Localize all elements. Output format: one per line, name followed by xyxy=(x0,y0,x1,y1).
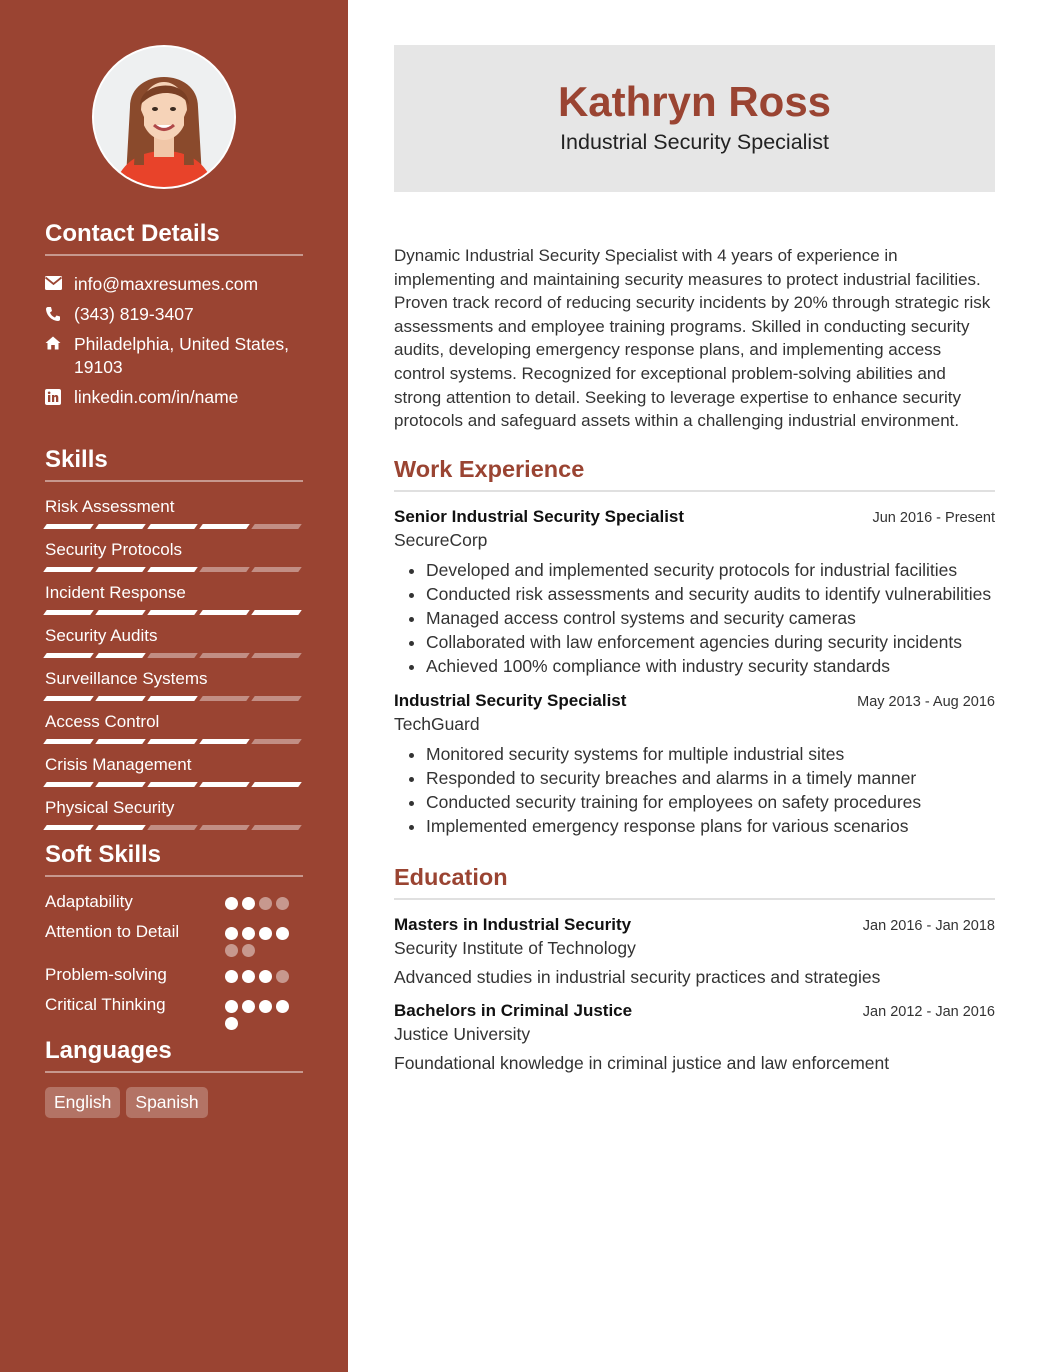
job-bullet: • Achieved 100% compliance with industry security standards xyxy=(426,654,995,678)
languages-heading: Languages xyxy=(45,1037,303,1073)
job-bullet: • Implemented emergency response plans for various scenarios xyxy=(426,814,995,838)
soft-skill-name: Adaptability xyxy=(45,892,133,911)
skill-item xyxy=(45,754,303,797)
skill-level-segment xyxy=(95,739,146,744)
rating-dot xyxy=(242,970,255,983)
rating-dot xyxy=(225,970,238,983)
skill-level-segment xyxy=(147,653,198,658)
skill-level-bars xyxy=(45,610,303,615)
rating-dot xyxy=(242,1000,255,1013)
skill-level-bars xyxy=(45,696,303,701)
contact-heading: Contact Details xyxy=(45,220,303,256)
skill-level-segment xyxy=(199,739,250,744)
education-degree: Bachelors in Criminal Justice xyxy=(394,1001,633,1020)
address-text: Philadelphia, United States, 19103 xyxy=(74,334,289,377)
skills-section xyxy=(45,446,303,840)
skill-name: Security Protocols xyxy=(45,540,182,559)
rating-dot xyxy=(242,927,255,940)
languages-section xyxy=(45,1037,303,1118)
job-bullet: • Collaborated with law enforcement agencies during security incidents xyxy=(426,630,995,654)
job-header xyxy=(394,691,995,711)
rating-dot xyxy=(225,897,238,910)
job-header xyxy=(394,507,995,527)
rating-dot xyxy=(242,897,255,910)
job-bullet: • Conducted security training for employees on safety procedures xyxy=(426,790,995,814)
soft-skill-rating-dots xyxy=(225,962,303,987)
skill-level-segment xyxy=(147,696,198,701)
work-heading: Work Experience xyxy=(394,456,995,492)
skill-item xyxy=(45,539,303,582)
skill-level-bars xyxy=(45,567,303,572)
rating-dot xyxy=(259,897,272,910)
skill-level-segment xyxy=(199,696,250,701)
rating-dot xyxy=(276,897,289,910)
soft-skill-item xyxy=(45,992,303,1030)
skill-level-segment xyxy=(147,567,198,572)
job-company: SecureCorp xyxy=(394,530,488,550)
skill-level-segment xyxy=(43,825,94,830)
job-bullet: • Conducted risk assessments and security audits to identify vulnerabilities xyxy=(426,582,995,606)
summary-section xyxy=(394,244,995,433)
skill-level-segment xyxy=(147,524,198,529)
skill-level-segment xyxy=(95,653,146,658)
soft-skills-section xyxy=(45,841,303,1035)
languages-list xyxy=(45,1087,303,1118)
skill-level-segment xyxy=(147,739,198,744)
skill-level-segment xyxy=(95,524,146,529)
soft-skill-rating-dots xyxy=(225,992,303,1030)
rating-dot xyxy=(242,944,255,957)
soft-skill-name: Attention to Detail xyxy=(45,922,180,941)
contact-linkedin[interactable] xyxy=(45,386,303,409)
skill-level-segment xyxy=(43,653,94,658)
education-description: Advanced studies in industrial security practices and strategies xyxy=(394,967,881,987)
job-dates: Jun 2016 - Present xyxy=(872,510,995,526)
soft-skills-heading: Soft Skills xyxy=(45,841,303,877)
skill-item xyxy=(45,711,303,754)
skill-name: Physical Security xyxy=(45,798,175,817)
skill-level-segment xyxy=(199,825,250,830)
linkedin-text: linkedin.com/in/name xyxy=(74,387,239,407)
education-entry xyxy=(394,915,995,988)
skill-item xyxy=(45,582,303,625)
job-bullet: • Managed access control systems and security cameras xyxy=(426,606,995,630)
contact-section xyxy=(45,220,303,416)
job-title: Industrial Security Specialist xyxy=(394,691,627,710)
rating-dot xyxy=(259,970,272,983)
skill-item xyxy=(45,668,303,711)
job-bullet: • Monitored security systems for multiple industrial sites xyxy=(426,742,995,766)
contact-phone[interactable] xyxy=(45,303,303,326)
education-entry xyxy=(394,1001,995,1074)
education-degree: Masters in Industrial Security xyxy=(394,915,632,934)
soft-skill-rating-dots xyxy=(225,889,303,914)
education-section xyxy=(394,864,995,1074)
rating-dot xyxy=(225,927,238,940)
rating-dot xyxy=(259,927,272,940)
rating-dot xyxy=(225,944,238,957)
language-pill: English xyxy=(45,1087,120,1118)
skill-level-segment xyxy=(199,653,250,658)
skill-name: Crisis Management xyxy=(45,755,192,774)
skill-name: Surveillance Systems xyxy=(45,669,208,688)
job-title: Senior Industrial Security Specialist xyxy=(394,507,685,526)
education-school: Justice University xyxy=(394,1024,531,1044)
skill-level-segment xyxy=(43,696,94,701)
job-company: TechGuard xyxy=(394,714,480,734)
skill-item xyxy=(45,797,303,840)
education-heading: Education xyxy=(394,864,995,900)
education-description: Foundational knowledge in criminal justice and law enforcement xyxy=(394,1053,890,1073)
skill-name: Incident Response xyxy=(45,583,186,602)
skill-level-segment xyxy=(95,782,146,787)
skill-level-segment xyxy=(199,524,250,529)
skill-level-bars xyxy=(45,825,303,830)
summary-text: Dynamic Industrial Security Specialist with 4 years of experience in implementing and maintaining security measures to protect industrial facilities. Proven track record of reducing security incidents by 20% through strategic risk assessments and employee training programs. Skilled in conducting security audits, developing emergency response plans, and implementing access control systems. Recognized for exceptional problem-solving abilities and strong attention to detail. Seeking to leverage expertise to enhance security protocols and safeguard assets within a challenging industrial environment. xyxy=(394,246,991,431)
soft-skill-item xyxy=(45,889,303,914)
skill-level-segment xyxy=(251,524,302,529)
skill-level-segment xyxy=(251,610,302,615)
skill-level-segment xyxy=(95,610,146,615)
skill-level-segment xyxy=(95,696,146,701)
envelope-icon xyxy=(45,273,74,290)
job-dates: May 2013 - Aug 2016 xyxy=(857,694,995,710)
skill-level-bars xyxy=(45,524,303,529)
soft-skill-item xyxy=(45,919,303,957)
skill-level-segment xyxy=(251,782,302,787)
skill-level-bars xyxy=(45,653,303,658)
rating-dot xyxy=(259,1000,272,1013)
education-dates: Jan 2016 - Jan 2018 xyxy=(862,918,995,934)
education-dates: Jan 2012 - Jan 2016 xyxy=(862,1004,995,1020)
skill-item xyxy=(45,625,303,668)
skill-level-segment xyxy=(147,610,198,615)
job-bullets xyxy=(394,558,995,678)
skill-level-segment xyxy=(43,567,94,572)
skill-item xyxy=(45,496,303,539)
skill-level-segment xyxy=(251,653,302,658)
job-entry xyxy=(394,507,995,678)
home-icon xyxy=(45,333,74,350)
soft-skills-list xyxy=(45,889,303,1030)
skill-level-segment xyxy=(251,696,302,701)
skills-list xyxy=(45,496,303,840)
header xyxy=(394,45,995,192)
rating-dot xyxy=(225,1017,238,1030)
email-text: info@maxresumes.com xyxy=(74,274,259,294)
skill-level-segment xyxy=(147,782,198,787)
skill-level-segment xyxy=(43,739,94,744)
linkedin-icon xyxy=(45,386,74,405)
skill-level-segment xyxy=(199,782,250,787)
sidebar xyxy=(0,0,348,1372)
education-school: Security Institute of Technology xyxy=(394,938,636,958)
skill-level-segment xyxy=(147,825,198,830)
profile-photo xyxy=(92,45,236,189)
skill-level-segment xyxy=(43,610,94,615)
skill-level-bars xyxy=(45,739,303,744)
skill-level-segment xyxy=(251,825,302,830)
skill-name: Access Control xyxy=(45,712,160,731)
skill-level-segment xyxy=(199,610,250,615)
skill-level-segment xyxy=(43,524,94,529)
skill-level-segment xyxy=(95,825,146,830)
skill-name: Security Audits xyxy=(45,626,158,645)
person-name: Kathryn Ross xyxy=(557,78,832,125)
soft-skill-name: Problem-solving xyxy=(45,965,167,984)
skill-level-segment xyxy=(251,739,302,744)
skill-name: Risk Assessment xyxy=(45,497,175,516)
skills-heading: Skills xyxy=(45,446,303,482)
phone-text: (343) 819-3407 xyxy=(74,304,194,324)
phone-icon xyxy=(45,303,74,322)
rating-dot xyxy=(225,1000,238,1013)
rating-dot xyxy=(276,1000,289,1013)
contact-email[interactable] xyxy=(45,273,303,296)
skill-level-segment xyxy=(95,567,146,572)
job-bullet: • Developed and implemented security protocols for industrial facilities xyxy=(426,558,995,582)
skill-level-segment xyxy=(43,782,94,787)
avatar-portrait xyxy=(94,47,234,187)
soft-skill-rating-dots xyxy=(225,919,303,957)
work-section xyxy=(394,456,995,838)
person-role: Industrial Security Specialist xyxy=(560,130,829,154)
contact-address xyxy=(45,333,303,379)
job-bullet: • Responded to security breaches and alarms in a timely manner xyxy=(426,766,995,790)
education-list xyxy=(394,915,995,1074)
soft-skill-item xyxy=(45,962,303,987)
soft-skill-name: Critical Thinking xyxy=(45,995,166,1014)
skill-level-segment xyxy=(251,567,302,572)
language-pill: Spanish xyxy=(126,1087,207,1118)
rating-dot xyxy=(276,927,289,940)
rating-dot xyxy=(276,970,289,983)
skill-level-bars xyxy=(45,782,303,787)
jobs-list xyxy=(394,507,995,838)
education-header xyxy=(394,1001,995,1021)
education-header xyxy=(394,915,995,935)
skill-level-segment xyxy=(199,567,250,572)
job-entry xyxy=(394,691,995,838)
job-bullets xyxy=(394,742,995,838)
